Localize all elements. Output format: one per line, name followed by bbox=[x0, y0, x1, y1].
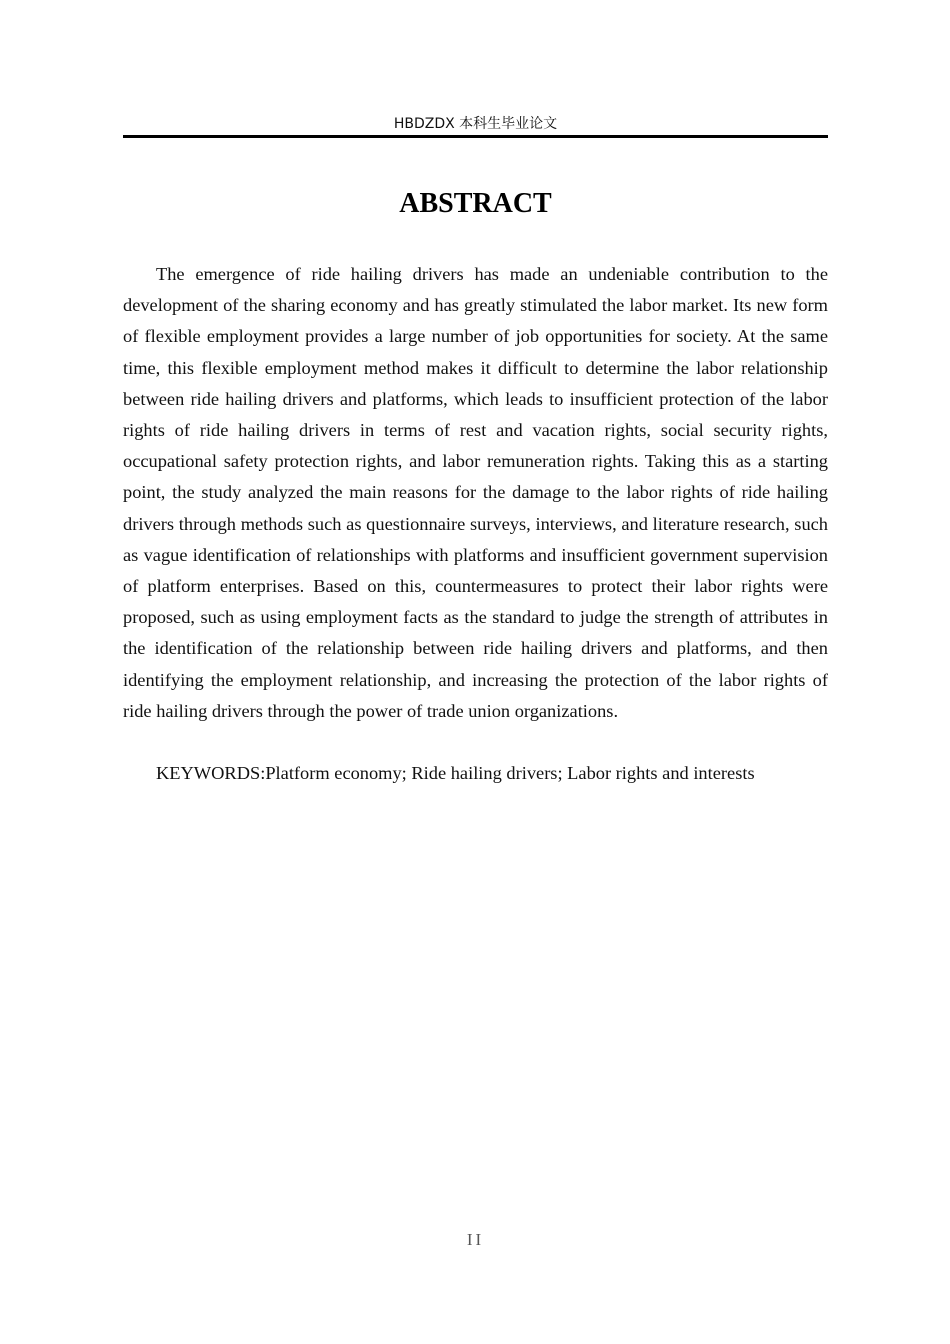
running-header: HBDZDX 本科生毕业论文 bbox=[393, 116, 558, 132]
header-rule bbox=[123, 135, 828, 138]
keywords-line: KEYWORDS:Platform economy; Ride hailing drivers; Labor rights and interests bbox=[156, 763, 755, 783]
abstract-paragraph: The emergence of ride hailing drivers has made an undeniable contribution to the development of the sharing economy and has greatly stimulated the labor market. Its new form of flexible employment provides a large number of job opportunities for society. At the same time, this flexible employment method makes it difficult to determine the labor relationship between ride hailing drivers and platforms, which leads to insufficient protection of the labor rights of ride hailing drivers in terms of rest and vacation rights, social security rights, occupational safety protection rights, and labor remuneration rights. Taking this as a starting point, the study analyzed the main reasons for the damage to the labor rights of ride hailing drivers through methods such as questionnaire surveys, interviews, and literature research, such as vague identification of relationships with platforms and insufficient government supervision of platform enterprises. Based on this, countermeasures to protect their labor rights were proposed, such as using employment facts as the standard to judge the strength of attributes in the identification of the relationship between ride hailing drivers and platforms, and then identifying the employment relationship, and increasing the protection of the labor rights of ride hailing drivers through the power of trade union organizations. bbox=[123, 264, 828, 721]
page-number: II bbox=[466, 1230, 485, 1249]
abstract-title: ABSTRACT bbox=[399, 188, 552, 219]
